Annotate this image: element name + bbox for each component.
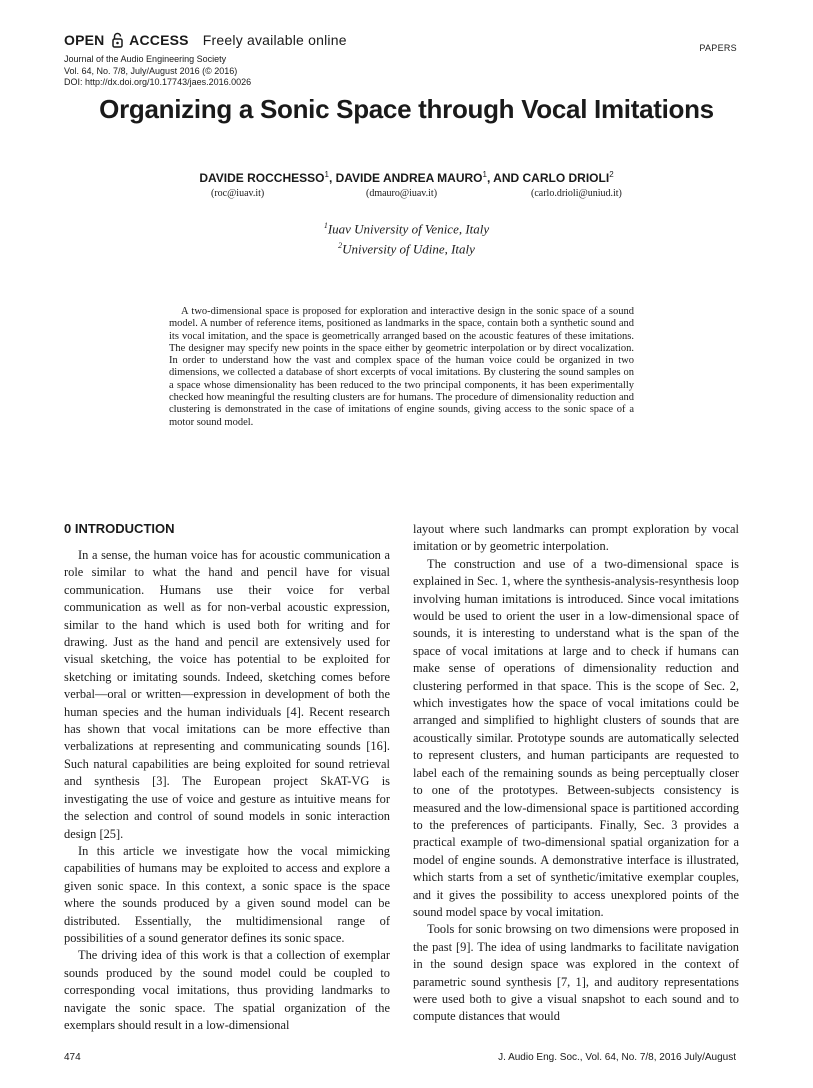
paragraph: In a sense, the human voice has for acoustic communication a role similar to what the hand and pencil have for visual communication. Humans use their voice for verbal communication as well as for non-verbal acoustic expression, similar to the hand which is used both for writing and for drawing. Just as the hand and pencil are extensively used for visual sketching, the voice has potential to be exploited for sketching or imitating sounds. Indeed, sketching comes before verbal—oral or written—expression in development of both the human species and the human individuals [4]. Recent research has shown that vocal imitations can be more effective than verbalizations at representing and communicating sounds [16]. Such natural capabilities are being exploited for sound retrieval and synthesis [3]. The European project SkAT-VG is investigating the use of voice and gesture as intuitive means for the selection and control of sound models in sonic interaction design [25]. [64, 548, 390, 841]
right-column [413, 521, 739, 1026]
affiliations [0, 217, 813, 258]
author-affil-sup: 1 [324, 170, 329, 179]
open-label: OPEN [64, 32, 105, 49]
author-email[interactable]: (carlo.drioli@uniud.it) [531, 188, 622, 199]
paragraph: In this article we investigate how the vocal mimicking capabilities of humans may be exploited to access and explore a given sonic space. In this context, a sonic space is the space where the sounds produced by a given sound model can be distributed. Essentially, the multidimensional range of possibilities of a sound generator defines its sonic space. [64, 843, 390, 945]
affiliation-text: Iuav University of Venice, Italy [327, 221, 490, 237]
access-label: ACCESS [129, 32, 189, 49]
paper-title: Organizing a Sonic Space through Vocal Imitations [99, 94, 714, 124]
journal-meta [64, 54, 251, 89]
section-heading: 0 INTRODUCTION [64, 521, 175, 536]
freely-available-label: Freely available online [202, 32, 347, 49]
journal-volume: Vol. 64, No. 7/8, July/August 2016 (© 2016) [64, 65, 238, 76]
paragraph: The driving idea of this work is that a collection of exemplar sounds produced by the sound model could be coupled to corresponding vocal imitations, thus providing landmarks to navigate the sonic space. The spatial organization of the exemplars should result in a low-dimensional [64, 948, 390, 1032]
author-separator: , [328, 171, 336, 185]
paragraph: layout where such landmarks can prompt exploration by vocal imitation or by geometric interpolation. [413, 522, 739, 554]
affiliation [0, 217, 813, 237]
author-email[interactable]: (dmauro@iuav.it) [366, 188, 438, 199]
affil-sup: 1 [323, 221, 328, 230]
paragraph: The construction and use of a two-dimensional space is explained in Sec. 1, where the synthesis-analysis-resynthesis loop involving human imitations is introduced. Since vocal imitations would be used to orient the user in a low-dimensional space of sounds, it is interesting to understand what is the span of the space of vocal imitations at large and to check if humans can make sense of operations of dimensionality reduction and clustering performed in that space. This is the scope of Sec. 2, which investigates how the space of vocal imitations could be arranged and simplified to highlight clusters of sounds that are acoustically similar. Prototype sounds are automatically selected to represent clusters, and human participants are requested to label each of the remaining sounds as being perceptually closer to one of the prototypes. Between-subjects consistency is measured and the low-dimensional space is partitioned according to the preferences of participants. Finally, Sec. 3 provides a practical example of two-dimensional spatial organization for a model of engine sounds. A demonstrative interface is illustrated, which starts from a set of synthetic/imitative exemplar couples, and it gives the possibility to access unexplored points of the sound model space by vocal imitation. [413, 556, 739, 919]
affiliation-text: University of Udine, Italy [342, 241, 475, 257]
paragraph: Tools for sonic browsing on two dimensions were proposed in the past [9]. The idea of using landmarks to facilitate navigation in the sound design space was explored in the context of parametric sound synthesis [7, 1], and auditory representations were used both to give a visual snapshot to each sound and to compute distances that would [413, 922, 739, 1024]
author-separator: , AND [486, 171, 523, 185]
page-number: 474 [64, 1052, 81, 1063]
journal-name: Journal of the Audio Engineering Society [64, 54, 227, 64]
left-column [64, 547, 390, 1034]
author-name: DAVIDE ANDREA MAURO [335, 171, 483, 185]
author-list [0, 170, 813, 185]
author-email[interactable]: (roc@iuav.it) [211, 188, 265, 199]
author-affil-sup: 2 [609, 170, 614, 179]
open-access-badge [64, 32, 347, 51]
abstract: A two-dimensional space is proposed for exploration and interactive design in the sonic space of a sound model. A number of reference items, positioned as landmarks in the space, contain both a synthetic sound and its vocal imitation, and the space is geometrically arranged based on the acoustic features of these imitations. The designer may specify new points in the space either by geometric interpolation or by direct vocalization. In order to understand how the vast and complex space of the human voice could be organized in two dimensions, we collected a database of short excerpts of vocal imitations. By clustering the sound samples on a space whose dimensionality has been reduced to the two principal components, it has been experimentally checked how meaningful the resulting clusters are for humans. The procedure of dimensionality reduction and clustering is demonstrated in the case of imitations of engine sounds, giving access to the sonic space of a motor sound model. [169, 306, 634, 428]
affil-sup: 2 [338, 241, 343, 251]
doi-link[interactable]: DOI: http://dx.doi.org/10.17743/jaes.2016.0026 [64, 77, 252, 87]
footer-journal-ref: J. Audio Eng. Soc., Vol. 64, No. 7/8, 2016 July/August [498, 1052, 736, 1063]
author-affil-sup: 1 [482, 170, 487, 179]
author-name: CARLO DRIOLI [522, 171, 610, 185]
open-lock-icon [112, 32, 123, 51]
affiliation [0, 237, 813, 257]
section-label: PAPERS [699, 43, 737, 53]
author-name: DAVIDE ROCCHESSO [199, 171, 325, 185]
